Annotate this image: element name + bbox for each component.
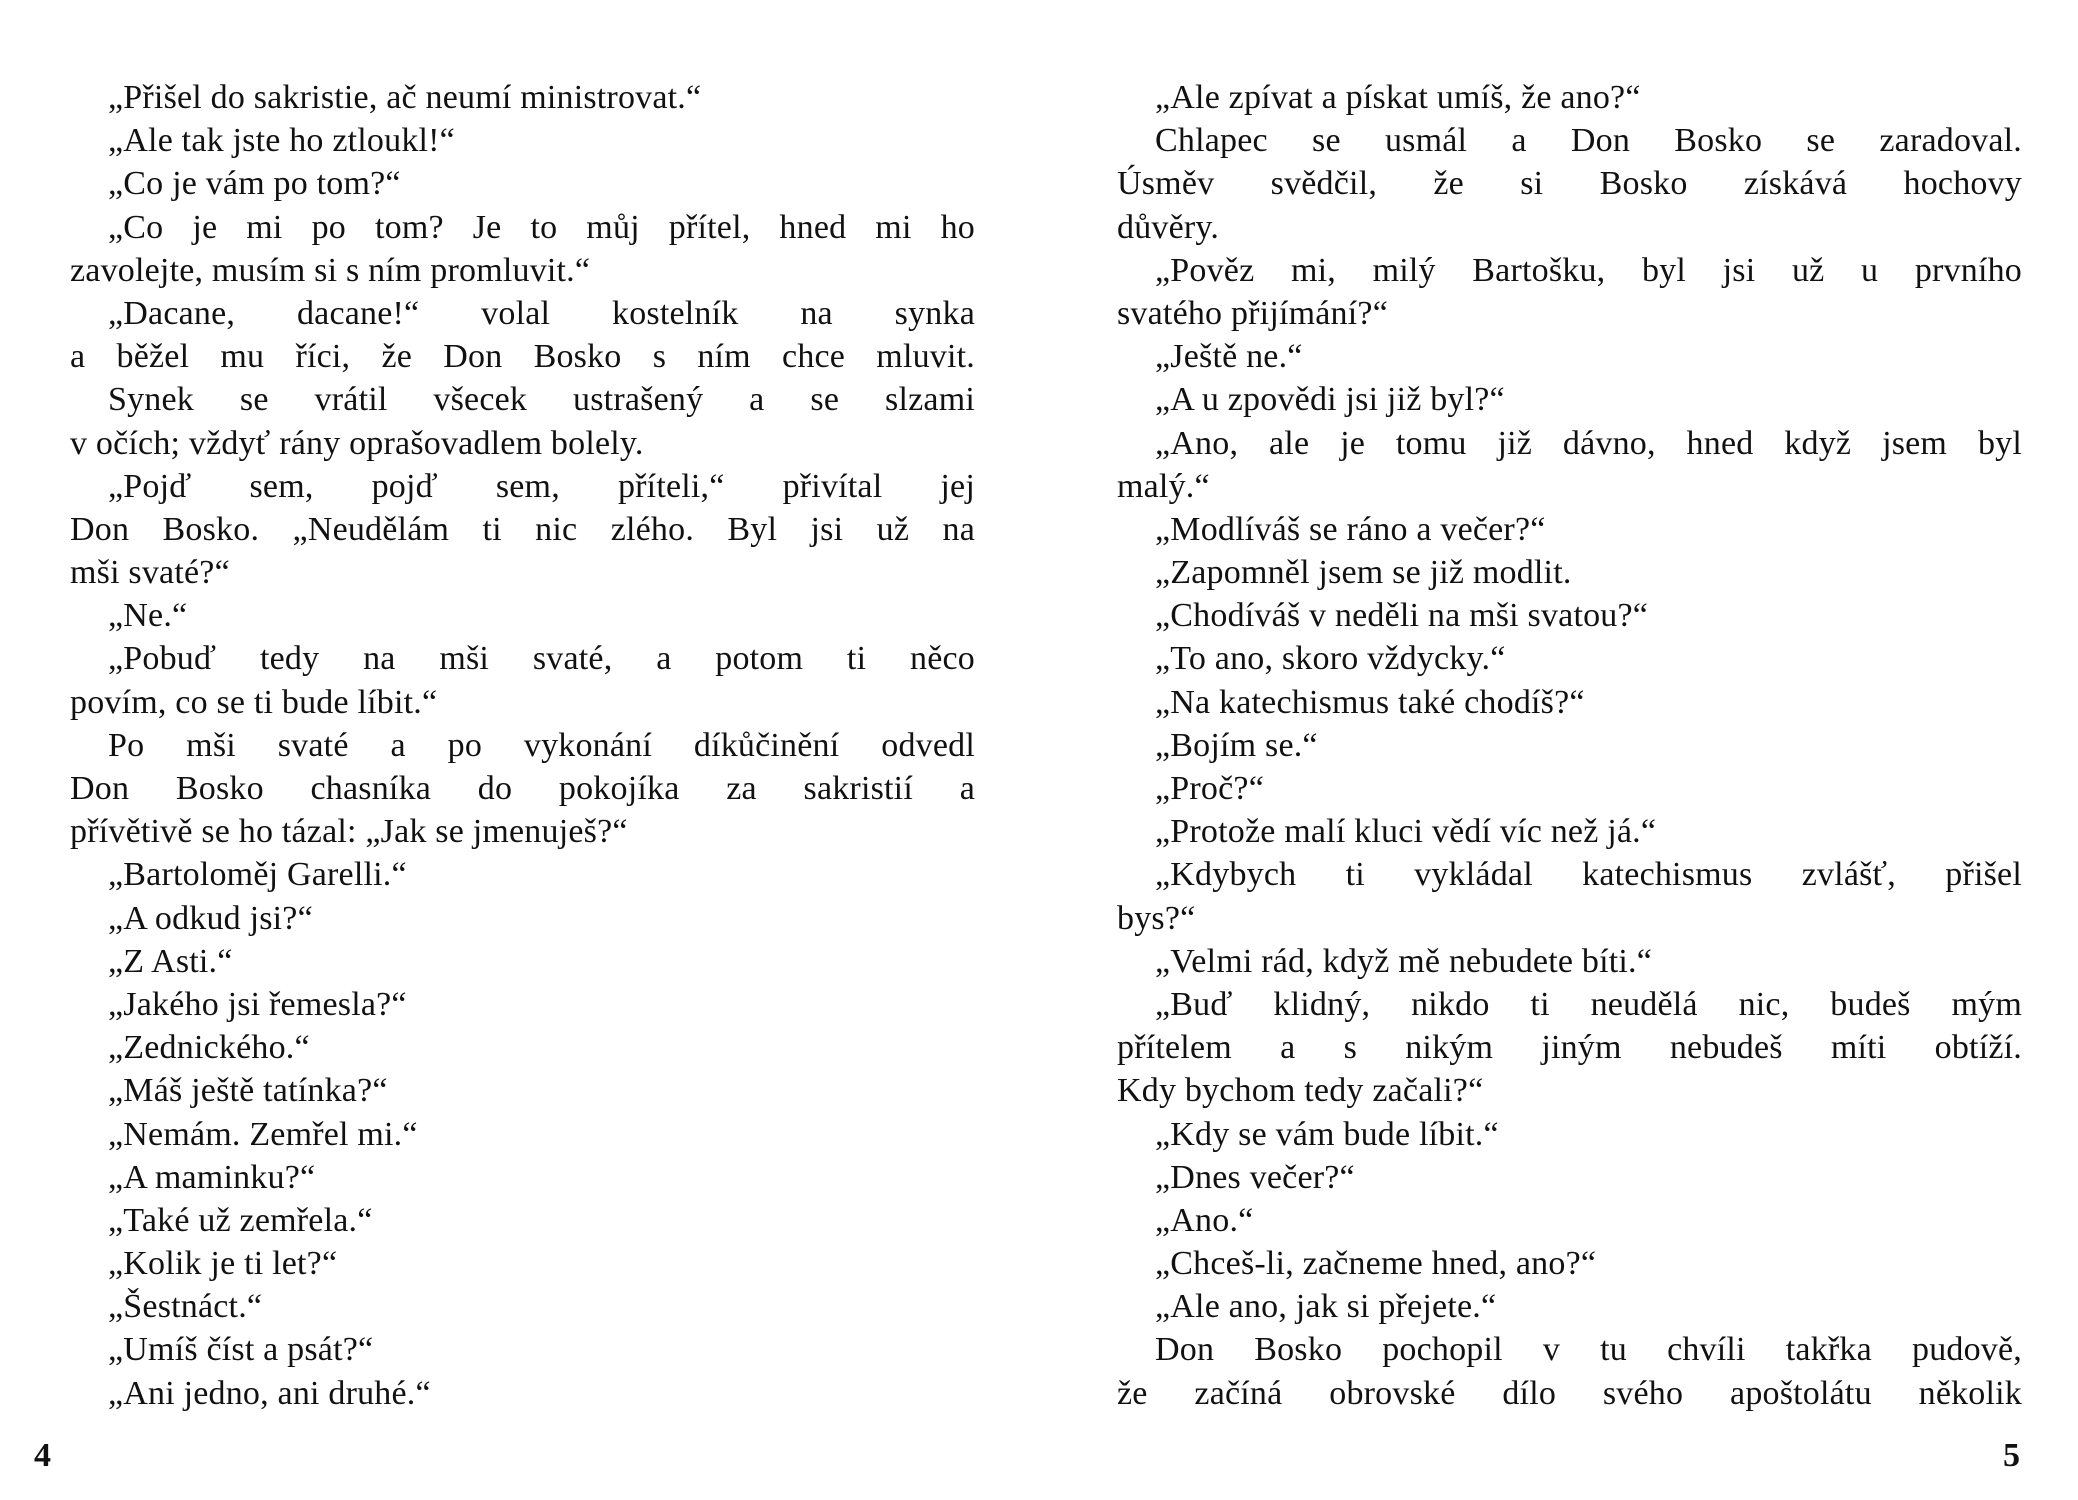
text-line: Po mši svaté a po vykonání díkůčinění odvedl [108,726,975,764]
text-line: „Velmi rád, když mě nebudete bíti.“ [1155,942,1652,980]
text-line: svatého přijímání?“ [1117,294,1388,332]
text-line: bys?“ [1117,899,1196,937]
text-line: „Proč?“ [1155,770,1264,807]
text-line: „Co je vám po tom?“ [108,165,401,203]
text-line: „Ale ano, jak si přejete.“ [1155,1288,1497,1326]
text-line: „Ano, ale je tomu již dávno, hned když jsem byl [1155,424,2022,462]
text-line: „Přišel do sakristie, ač neumí ministrovat.“ [108,79,702,116]
text-line: „Zednického.“ [108,1029,310,1067]
text-line: „Chodíváš v neděli na mši svatou?“ [1155,597,1649,635]
text-line: „Ani jedno, ani druhé.“ [108,1374,431,1412]
left-page-text [70,76,975,1415]
text-line: „A u zpovědi jsi již byl?“ [1155,381,1505,419]
right-page [1117,76,2022,1415]
text-line: mši svaté?“ [70,554,230,592]
text-line: „Máš ještě tatínka?“ [108,1072,388,1110]
text-line: „Ale zpívat a pískat umíš, že ano?“ [1155,79,1641,116]
text-line: Úsměv svědčil, že si Bosko získává hochovy [1117,165,2022,203]
text-line: „Kdybych ti vykládal katechismus zvlášť, přišel [1155,856,2022,894]
right-page-number: 5 [2003,1437,2020,1474]
text-line: „A odkud jsi?“ [108,899,313,937]
text-line: „Šestnáct.“ [108,1288,263,1326]
text-line: „Jakého jsi řemesla?“ [108,985,407,1023]
text-line: přítelem a s nikým jiným nebudeš míti obtíží. [1117,1029,2022,1067]
left-page-number: 4 [34,1437,51,1474]
text-line: „Umíš číst a psát?“ [108,1331,374,1369]
text-line: Chlapec se usmál a Don Bosko se zaradoval. [1155,122,2022,160]
text-line: Don Bosko pochopil v tu chvíli takřka pudově, [1155,1331,2022,1369]
text-line: „Dnes večer?“ [1155,1158,1355,1196]
text-line: v očích; vždyť rány oprašovadlem bolely. [70,424,644,462]
text-line: Kdy bychom tedy začali?“ [1117,1072,1484,1110]
text-line: „Kdy se vám bude líbit.“ [1155,1115,1499,1153]
text-line: „Zapomněl jsem se již modlit. [1155,554,1572,592]
text-line: důvěry. [1117,208,1220,246]
text-line: zavolejte, musím si s ním promluvit.“ [70,251,591,289]
left-page [70,76,975,1415]
text-line: „Kolik je ti let?“ [108,1245,338,1283]
text-line: „Bartoloměj Garelli.“ [108,856,407,894]
text-line: a běžel mu říci, že Don Bosko s ním chce mluvit. [70,338,975,376]
text-line: „Také už zemřela.“ [108,1201,373,1239]
text-line: „Ne.“ [108,597,188,635]
text-line: „Bojím se.“ [1155,726,1318,764]
text-line: „Na katechismus také chodíš?“ [1155,683,1585,721]
text-line: „Chceš-li, začneme hned, ano?“ [1155,1245,1597,1283]
text-line: „Ale tak jste ho ztloukl!“ [108,122,455,160]
text-line: malý.“ [1117,467,1210,505]
text-line: „Buď klidný, nikdo ti neudělá nic, budeš mým [1155,985,2022,1023]
text-line: Synek se vrátil všecek ustrašený a se slzami [108,381,975,419]
text-line: „To ano, skoro vždycky.“ [1155,640,1506,678]
text-line: „Protože malí kluci vědí víc než já.“ [1155,813,1657,851]
right-page-text [1117,76,2022,1415]
text-line: povím, co se ti bude líbit.“ [70,683,438,721]
text-line: „Nemám. Zemřel mi.“ [108,1115,418,1153]
text-line: „Pověz mi, milý Bartošku, byl jsi už u prvního [1155,251,2022,289]
text-line: „Pojď sem, pojď sem, příteli,“ přivítal jej [108,467,975,505]
text-line: „Z Asti.“ [108,942,233,980]
text-line: „Ano.“ [1155,1201,1254,1239]
text-line: Don Bosko. „Neudělám ti nic zlého. Byl jsi už na [70,510,975,548]
text-line: Don Bosko chasníka do pokojíka za sakristií a [70,770,975,807]
text-line: „Ještě ne.“ [1155,338,1303,376]
text-line: „Pobuď tedy na mši svaté, a potom ti něco [108,640,975,678]
text-line: „Dacane, dacane!“ volal kostelník na synka [108,294,975,332]
text-line: že začíná obrovské dílo svého apoštolátu několik [1117,1374,2022,1412]
text-line: přívětivě se ho tázal: „Jak se jmenuješ?“ [70,813,628,851]
text-line: „A maminku?“ [108,1158,316,1196]
text-line: „Co je mi po tom? Je to můj přítel, hned mi ho [108,208,975,246]
text-line: „Modlíváš se ráno a večer?“ [1155,510,1546,548]
